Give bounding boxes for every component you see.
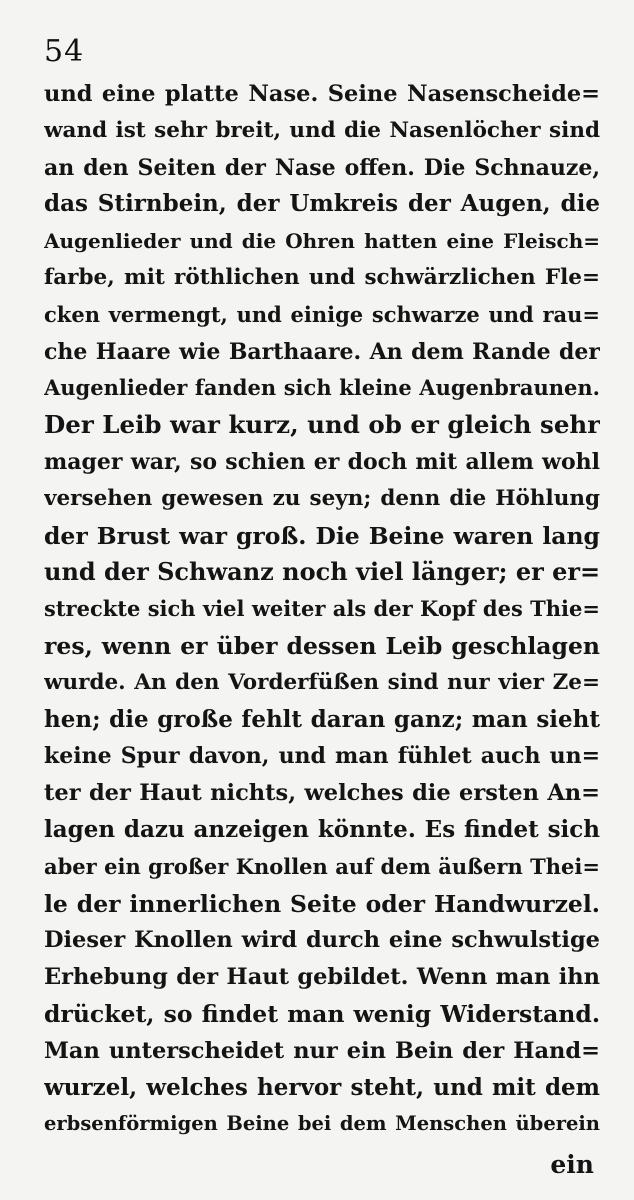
text-line: keine Spur davon, und man fühlet auch un= [44,743,600,770]
text-line: streckte sich viel weiter als der Kopf des Thie= [44,596,600,622]
text-line: Der Leib war kurz, und ob er gleich sehr [44,410,600,440]
text-line: cken vermengt, und einige schwarze und rau= [44,301,600,327]
text-line: che Haare wie Barthaare. An dem Rande der [44,338,600,365]
text-line: versehen gewesen zu seyn; denn die Höhlung [44,485,600,511]
text-line: Augenlieder fanden sich kleine Augenbraunen. [44,375,600,401]
text-line: erbsenförmigen Beine bei dem Menschen überein [44,1112,600,1136]
text-line: ter der Haut nichts, welches die ersten An= [44,780,600,807]
text-line: drücket, so findet man wenig Widerstand. [44,999,600,1028]
text-line: und der Schwanz noch viel länger; er er= [44,557,600,587]
text-line: hen; die große fehlt daran ganz; man sieht [44,705,600,733]
text-line: res, wenn er über dessen Leib geschlagen [44,631,600,660]
body-text [44,76,600,1143]
text-line: le der innerlichen Seite oder Handwurzel. [44,889,600,918]
text-line: wurzel, welches hervor steht, und mit dem [44,1073,600,1101]
page-number: 54 [44,34,85,69]
text-line: wand ist sehr breit, und die Nasenlöcher sind [44,117,600,143]
catchword: ein [550,1150,594,1179]
text-line: das Stirnbein, der Umkreis der Augen, die [44,190,600,218]
text-line: der Brust war groß. Die Beine waren lang [44,521,600,550]
text-line: lagen dazu anzeigen könnte. Es findet sich [44,815,600,843]
text-line: und eine platte Nase. Seine Nasenscheide= [44,81,600,107]
text-line: aber ein großer Knollen auf dem äußern Thei= [44,853,600,879]
text-line: mager war, so schien er doch mit allem wohl [44,448,600,475]
text-line: an den Seiten der Nase offen. Die Schnauze, [44,154,600,181]
text-line: Man unterscheidet nur ein Bein der Hand= [44,1037,600,1064]
text-line: Augenlieder und die Ohren hatten eine Fleisch= [44,229,600,254]
text-line: Erhebung der Haut gebildet. Wenn man ihn [44,964,600,991]
text-line: Dieser Knollen wird durch eine schwulstige [44,927,600,954]
text-line: farbe, mit röthlichen und schwärzlichen Fle= [44,264,600,290]
text-line: wurde. An den Vorderfüßen sind nur vier Ze= [44,669,600,695]
